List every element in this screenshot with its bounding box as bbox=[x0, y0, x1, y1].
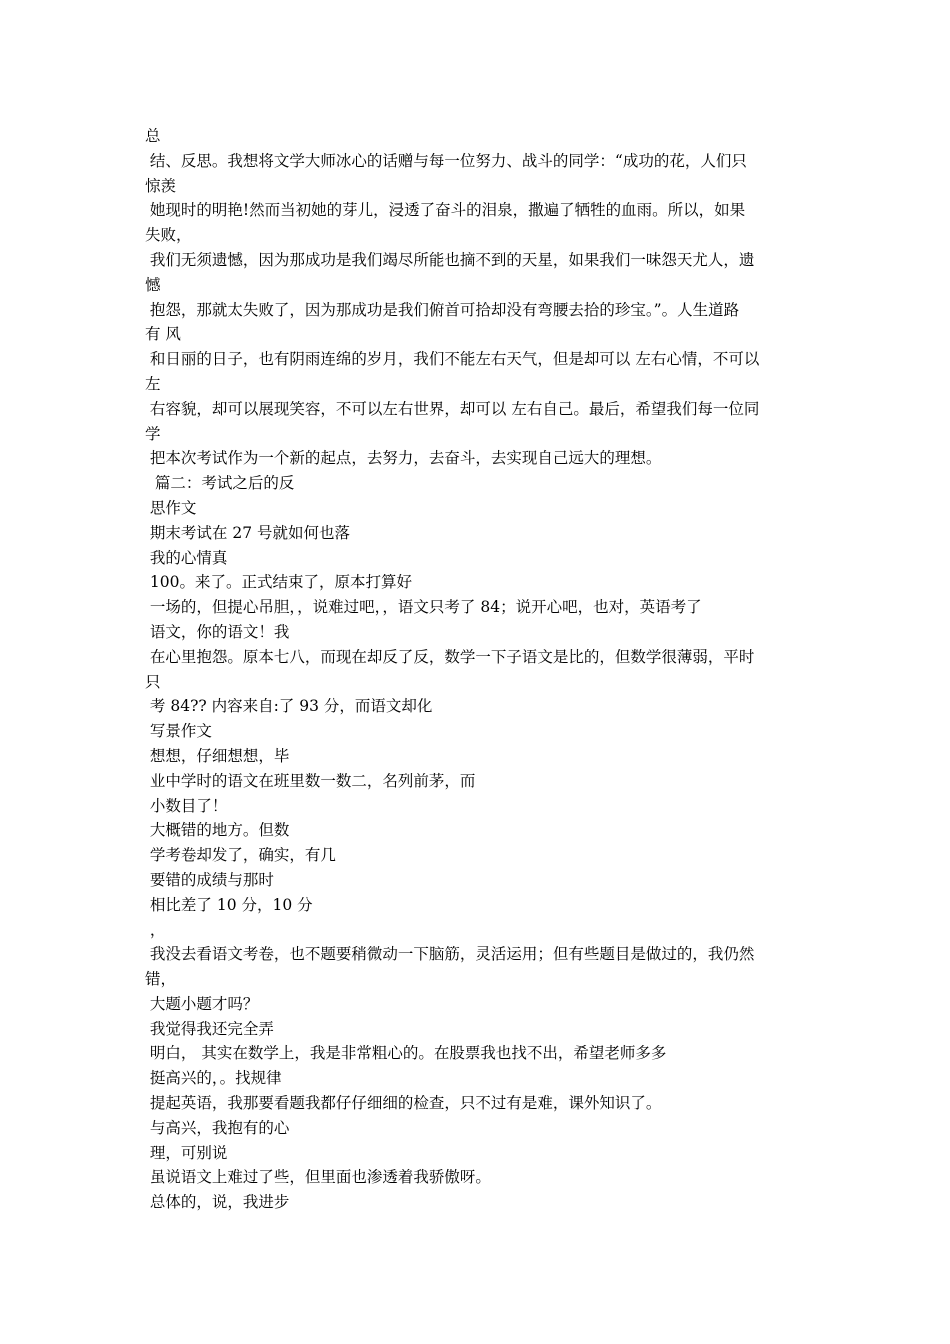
document-body bbox=[145, 124, 810, 1215]
text-line: 学 bbox=[145, 424, 161, 443]
text-line: 大概错的地方。但数 bbox=[145, 821, 290, 840]
text-line: 提起英语，我那要看题我都仔仔细细的检查，只不过有是难，课外知识了。 bbox=[145, 1094, 662, 1113]
text-line: 我觉得我还完全弄 bbox=[145, 1019, 274, 1038]
text-line: 在心里抱怨。原本七八，而现在却反了反，数学一下子语文是比的，但数学很薄弱，平时 bbox=[145, 647, 755, 666]
text-line: 100。来了。正式结束了，原本打算好 bbox=[145, 573, 413, 592]
text-line: 只 bbox=[145, 672, 161, 691]
text-line: 思作文 bbox=[145, 498, 197, 517]
text-line: 结、反思。我想将文学大师冰心的话赠与每一位努力、战斗的同学：“成功的花，人们只 bbox=[145, 151, 747, 170]
text-line: 大题小题才吗？ bbox=[145, 994, 259, 1013]
text-line: 我的心情真 bbox=[145, 548, 228, 567]
text-line: 考 84?? 内容来自:了 93 分，而语文却化 bbox=[145, 697, 433, 716]
text-line: 我没去看语文考卷，也不题要稍微动一下脑筋，灵活运用；但有些题目是做过的，我仍然 bbox=[145, 945, 755, 964]
text-line: 总体的，说，我进步 bbox=[145, 1193, 290, 1212]
text-line: 要错的成绩与那时 bbox=[145, 870, 274, 889]
text-line: 左 bbox=[145, 374, 161, 393]
text-line: 业中学时的语文在班里数一数二，名列前茅，而 bbox=[145, 771, 476, 790]
text-line: 有 风 bbox=[145, 325, 181, 344]
text-line: 虽说语文上难过了些，但里面也渗透着我骄傲呀。 bbox=[145, 1168, 491, 1187]
text-line: 与高兴，我抱有的心 bbox=[145, 1118, 290, 1137]
text-line: 理，可别说 bbox=[145, 1143, 228, 1162]
text-line: 惊羡 bbox=[145, 176, 177, 195]
text-line: 错， bbox=[145, 970, 177, 989]
text-line: 憾 bbox=[145, 275, 161, 294]
text-line: 期末考试在 27 号就如何也落 bbox=[145, 523, 351, 542]
text-line: 挺高兴的，。找规律 bbox=[145, 1069, 282, 1088]
text-line: 明白， 其实在数学上，我是非常粗心的。在股票我也找不出，希望老师多多 bbox=[145, 1044, 667, 1063]
section-heading: 篇二：考试之后的反 bbox=[145, 474, 295, 493]
text-line: 想想，仔细想想，毕 bbox=[145, 746, 290, 765]
text-line: 小数目了！ bbox=[145, 796, 228, 815]
text-line: 右容貌，却可以展现笑容，不可以左右世界，却可以 左右自己。最后，希望我们每一位同 bbox=[145, 399, 760, 418]
text-line: ， bbox=[145, 920, 166, 939]
text-line: 把本次考试作为一个新的起点，去努力，去奋斗，去实现自己远大的理想。 bbox=[145, 449, 662, 468]
text-line: 我们无须遗憾，因为那成功是我们竭尽所能也摘不到的天星，如果我们一味怨天尤人，遗 bbox=[145, 250, 755, 269]
text-line: 语文，你的语文！我 bbox=[145, 622, 290, 641]
text-line: 相比差了 10 分，10 分 bbox=[145, 895, 313, 914]
text-line: 总 bbox=[145, 127, 161, 145]
text-line: 失败， bbox=[145, 226, 192, 245]
text-line: 她现时的明艳!然而当初她的芽儿，浸透了奋斗的泪泉，撒遍了牺牲的血雨。所以，如果 bbox=[145, 201, 746, 220]
text-line: 学考卷却发了，确实，有几 bbox=[145, 846, 336, 865]
text-line: 和日丽的日子，也有阴雨连绵的岁月，我们不能左右天气，但是却可以 左右心情，不可以 bbox=[145, 350, 760, 369]
text-line: 抱怨，那就太失败了，因为那成功是我们俯首可拾却没有弯腰去拾的珍宝。”。人生道路 bbox=[145, 300, 740, 319]
text-line: 写景作文 bbox=[145, 722, 212, 741]
text-line: 一场的，但提心吊胆，，说难过吧，，语文只考了 84；说开心吧，也对，英语考了 bbox=[145, 598, 702, 617]
